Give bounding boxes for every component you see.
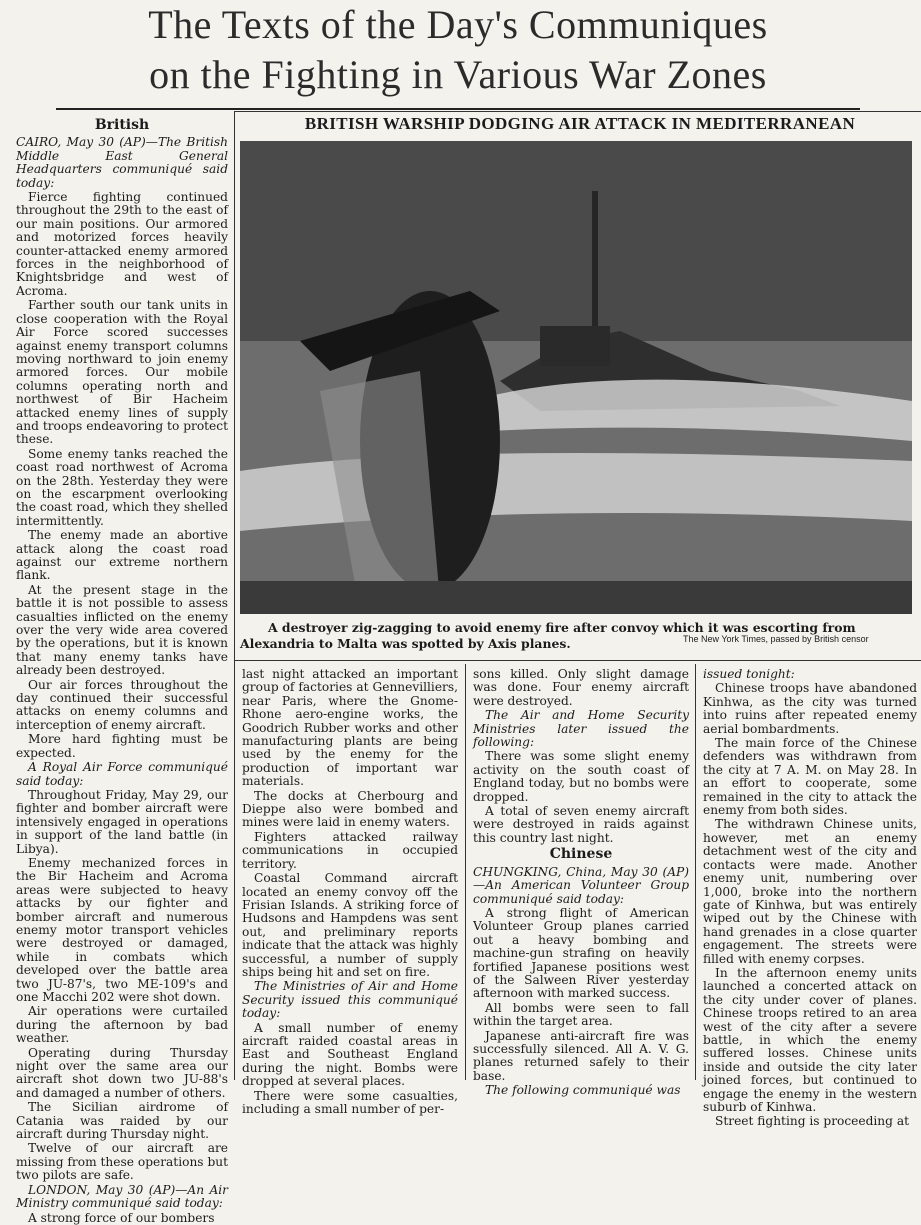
british-column: [16, 116, 228, 1225]
paragraph: Throughout Friday, May 29, our fighter and bomber aircraft were intensively engaged in operations in support of the land battle (in Libya).: [16, 787, 228, 856]
photo-bottom-rule: [234, 660, 921, 661]
paragraph: Our air forces throughout the day continued their successful attacks on enemy columns and interception of enemy aircraft.: [16, 677, 228, 732]
paragraph: There was some slight enemy activity on the south coast of England today, but no bombs were dropped.: [473, 749, 689, 804]
column-2: [242, 667, 458, 1116]
paragraph: In the afternoon enemy units launched a concerted attack on the city under cover of planes. Chinese troops retired to an area west of the city after a severe battle, in which the enemy suffered losses. Chinese units inside and outside the city later joined forces, but continued to engage the enemy in the western suburb of Kinhwa.: [703, 965, 917, 1114]
paragraph: Farther south our tank units in close cooperation with the Royal Air Force scored successes against enemy transport columns moving northward to join enemy armored forces. Our mobile columns operating north and northwest of Bir Hacheim attacked enemy lines of supply and troops endeavoring to protect these.: [16, 298, 228, 447]
warship-photo: [240, 141, 912, 614]
column-4: [703, 667, 917, 1129]
paragraph: A small number of enemy aircraft raided coastal areas in East and Southeast England during the night. Bombs were dropped at several places.: [242, 1020, 458, 1089]
paragraph: Coastal Command aircraft located an enemy convoy off the Frisian Islands. A striking force of Hudsons and Hampdens was sent out, and preliminary reports indicate that the attack was highly successful, a number of supply ships being hit and set on fire.: [242, 871, 458, 979]
london-dateline: LONDON, May 30 (AP)—An Air Ministry communiqué said today:: [16, 1182, 228, 1211]
paragraph: Chinese troops have abandoned Kinhwa, as the city was turned into ruins after repeated enemy aerial bombardments.: [703, 681, 917, 736]
column-rule: [465, 664, 466, 1080]
paragraph: There were some casualties, including a small number of per-: [242, 1088, 458, 1116]
column-rule: [234, 112, 235, 1080]
british-heading: British: [94, 117, 150, 133]
issued-tonight: issued tonight:: [703, 667, 795, 681]
ministries-intro: The Ministries of Air and Home Security issued this communiqué today:: [242, 979, 458, 1021]
paragraph: The enemy made an abortive attack along the coast road against our extreme northern flank.: [16, 528, 228, 583]
paragraph: last night attacked an important group of factories at Gennevilliers, near Paris, where the Gnome-Rhone aero-engine works, the Goodrich Rubber works and other manufacturing plants are being used by the enemy for the production of important war materials.: [242, 667, 458, 789]
column-3: [473, 667, 689, 1098]
paragraph: The withdrawn Chinese units, however, met an enemy detachment west of the city and contacts were made. Another enemy unit, numbering over 1,000, broke into the northern gate of Kinhwa, but was entirely wiped out by the Chinese with hand grenades in a close quarter engagement. The streets were filled with enemy corpses.: [703, 817, 917, 966]
paragraph: Air operations were curtailed during the afternoon by bad weather.: [16, 1004, 228, 1046]
paragraph: The docks at Cherbourg and Dieppe also were bombed and mines were laid in enemy waters.: [242, 788, 458, 830]
warship-photo-illustration: [240, 141, 912, 614]
paragraph: At the present stage in the battle it is not possible to assess casualties inflicted on the enemy over the very wide area covered by the operations, but it is known that many enemy tanks have already been destroyed.: [16, 582, 228, 678]
paragraph: All bombs were seen to fall within the target area.: [473, 1000, 689, 1029]
paragraph: A strong flight of American Volunteer Group planes carried out a heavy bombing and machine-gun strafing on heavily fortified Japanese positions west of the Salween River yesterday afternoon with marked success.: [473, 905, 689, 1001]
photo-title: BRITISH WARSHIP DODGING AIR ATTACK IN MEDITERRANEAN: [304, 114, 856, 133]
paragraph: Enemy mechanized forces in the Bir Hacheim and Acroma areas were subjected to heavy attacks by our fighter and bomber aircraft and numerous enemy motor transport vehicles were destroyed or damaged, while in combats which developed over the battle area two JU-87's, two ME-109's and one Macchi 202 were shot down.: [16, 855, 228, 1004]
paragraph: The main force of the Chinese defenders was withdrawn from the city at 7 A. M. on May 28. In an effort to cooperate, some remained in the city to attack the enemy from both sides.: [703, 736, 917, 818]
column-rule: [695, 664, 696, 1080]
paragraph: Fighters attacked railway communications in occupied territory.: [242, 829, 458, 871]
paragraph: Some enemy tanks reached the coast road northwest of Acroma on the 28th. Yesterday they were on the escarpment overlooking the coast road, which they shelled intermittently.: [16, 446, 228, 528]
chungking-dateline: CHUNGKING, China, May 30 (AP)—An American Volunteer Group communiqué said today:: [473, 864, 689, 906]
paragraph: Operating during Thursday night over the same area our aircraft shot down two JU-88's and damaged a number of others.: [16, 1045, 228, 1100]
cairo-dateline: CAIRO, May 30 (AP)—The British Middle East General Headquarters communiqué said today:: [16, 135, 228, 190]
paragraph: sons killed. Only slight damage was done. Four enemy aircraft were destroyed.: [473, 667, 689, 708]
chinese-heading: Chinese: [549, 846, 613, 863]
following-communique: The following communiqué was: [485, 1083, 681, 1098]
photo-top-rule: [234, 111, 921, 112]
paragraph: Twelve of our aircraft are missing from these operations but two pilots are safe.: [16, 1141, 228, 1183]
photo-caption: A destroyer zig-zagging to avoid enemy fire after convoy which it was escorting from Alexandria to Malta was spotted by Axis planes.: [240, 620, 856, 651]
headline-line-1: The Texts of the Day's Communiques: [148, 2, 768, 47]
paragraph: A total of seven enemy aircraft were destroyed in raids against this country last night.: [473, 804, 689, 845]
paragraph: A strong force of our bombers: [28, 1210, 215, 1225]
paragraph: Japanese anti-aircraft fire was successfully silenced. All A. V. G. planes returned safely to their base.: [473, 1028, 689, 1083]
later-intro: The Air and Home Security Ministries later issued the following:: [473, 708, 689, 750]
raf-intro: A Royal Air Force communiqué said today:: [16, 760, 228, 788]
newspaper-headline: [56, 0, 860, 110]
paragraph: Fierce fighting continued throughout the 29th to the east of our main positions. Our armored and motorized forces heavily counter-attacked enemy armored forces in the neighborhood of Knightsbridge and west of Acroma.: [16, 190, 228, 298]
paragraph: More hard fighting must be expected.: [16, 732, 228, 760]
paragraph: Street fighting is proceeding at: [715, 1114, 910, 1129]
photo-credit: The New York Times, passed by British censor: [683, 634, 869, 644]
headline-line-2: on the Fighting in Various War Zones: [149, 52, 767, 97]
paragraph: The Sicilian airdrome of Catania was raided by our aircraft during Thursday night.: [16, 1100, 228, 1142]
